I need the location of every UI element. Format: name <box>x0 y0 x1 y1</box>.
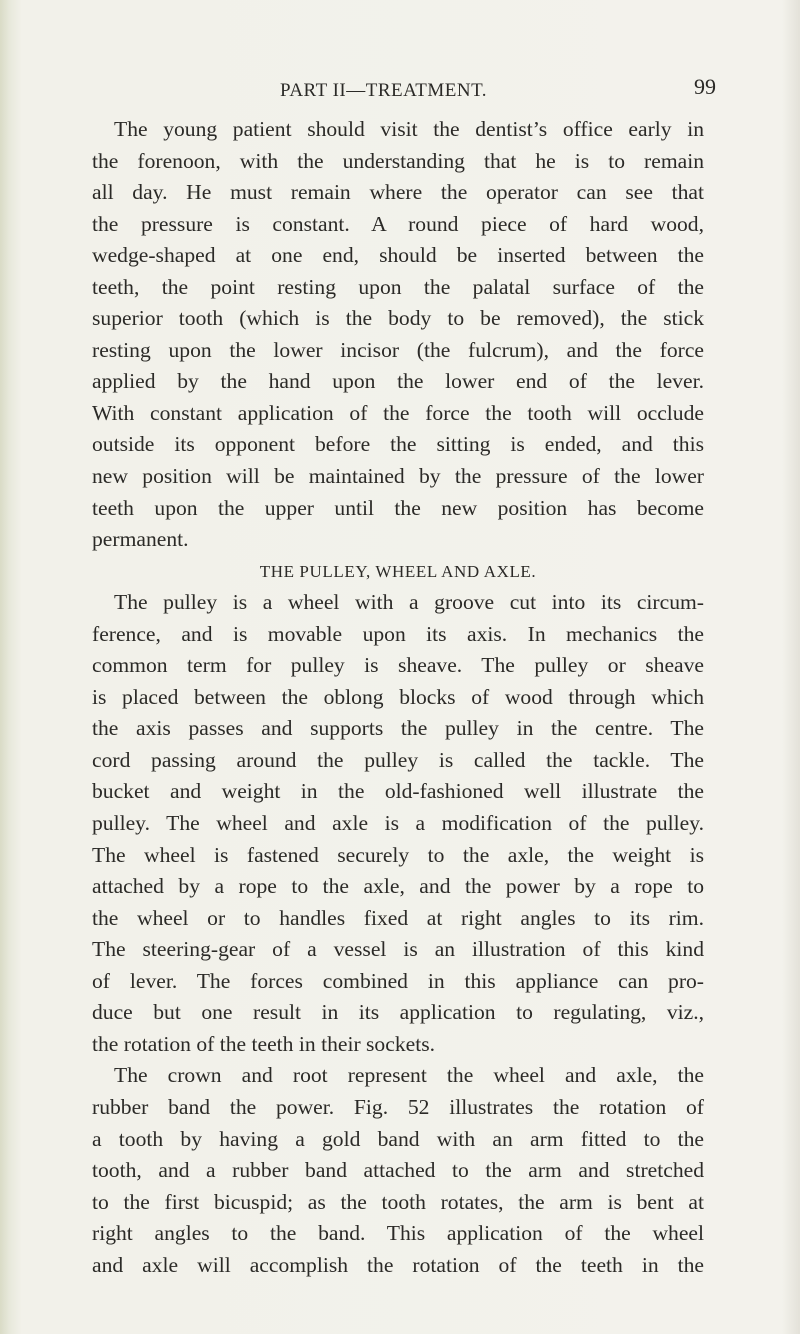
text-line: The young patient should visit the dentist’s office early in <box>114 117 704 141</box>
text-line: rubber band the power. Fig. 52 illustrates the rotation of <box>92 1094 704 1119</box>
text-line: With constant application of the force the tooth will occlude <box>92 400 704 425</box>
text-line: a tooth by having a gold band with an arm fitted to the <box>92 1126 704 1151</box>
text-line: outside its opponent before the sitting is ended, and this <box>92 432 704 457</box>
text-line: common term for pulley is sheave. The pulley or sheave <box>92 653 704 678</box>
text-line: attached by a rope to the axle, and the power by a rope to <box>92 874 704 899</box>
text-line: the pressure is constant. A round piece of hard wood, <box>92 211 704 236</box>
page-number: 99 <box>694 74 716 99</box>
text-line: teeth, the point resting upon the palatal surface of the <box>92 274 704 299</box>
text-line: permanent. <box>92 527 189 552</box>
text-line: The pulley is a wheel with a groove cut into its circum- <box>114 590 704 615</box>
text-line: resting upon the lower incisor (the fulcrum), and the force <box>92 337 704 362</box>
text-line: to the first bicuspid; as the tooth rotates, the arm is bent at <box>92 1189 704 1214</box>
section-heading: THE PULLEY, WHEEL AND AXLE. <box>259 561 537 581</box>
text-line: bucket and weight in the old-fashioned well illustrate the <box>92 779 704 804</box>
text-line: is placed between the oblong blocks of wood through which <box>92 684 704 709</box>
text-line: tooth, and a rubber band attached to the arm and stretched <box>92 1158 704 1183</box>
text-line: duce but one result in its application to regulating, viz., <box>92 1000 704 1025</box>
text-line: superior tooth (which is the body to be removed), the stick <box>92 306 704 331</box>
text-line: wedge-shaped at one end, should be inserted between the <box>92 243 704 268</box>
text-line: the axis passes and supports the pulley in the centre. The <box>92 716 704 741</box>
text-line: and axle will accomplish the rotation of the teeth in the <box>92 1252 704 1277</box>
text-line: applied by the hand upon the lower end of the lever. <box>92 369 704 394</box>
text-line: cord passing around the pulley is called the tackle. The <box>92 747 704 772</box>
text-line: right angles to the band. This application of the wheel <box>92 1221 704 1246</box>
text-line: the forenoon, with the understanding that he is to remain <box>92 148 704 173</box>
body-text <box>92 114 704 1281</box>
text-line: teeth upon the upper until the new position has become <box>92 495 704 520</box>
text-line: The steering-gear of a vessel is an illustration of this kind <box>92 937 704 962</box>
text-line: of lever. The forces combined in this appliance can pro- <box>92 968 704 993</box>
text-line: new position will be maintained by the pressure of the lower <box>92 464 704 489</box>
text-line: all day. He must remain where the operator can see that <box>92 180 704 205</box>
text-line: The wheel is fastened securely to the axle, the weight is <box>92 842 704 867</box>
text-line: The crown and root represent the wheel and axle, the <box>114 1063 704 1088</box>
running-head: PART II—TREATMENT. <box>280 80 488 101</box>
text-line: pulley. The wheel and axle is a modification of the pulley. <box>92 811 704 836</box>
text-line: the wheel or to handles fixed at right angles to its rim. <box>92 905 704 930</box>
text-line: ference, and is movable upon its axis. In mechanics the <box>92 621 704 646</box>
text-line: the rotation of the teeth in their sockets. <box>92 1031 436 1056</box>
